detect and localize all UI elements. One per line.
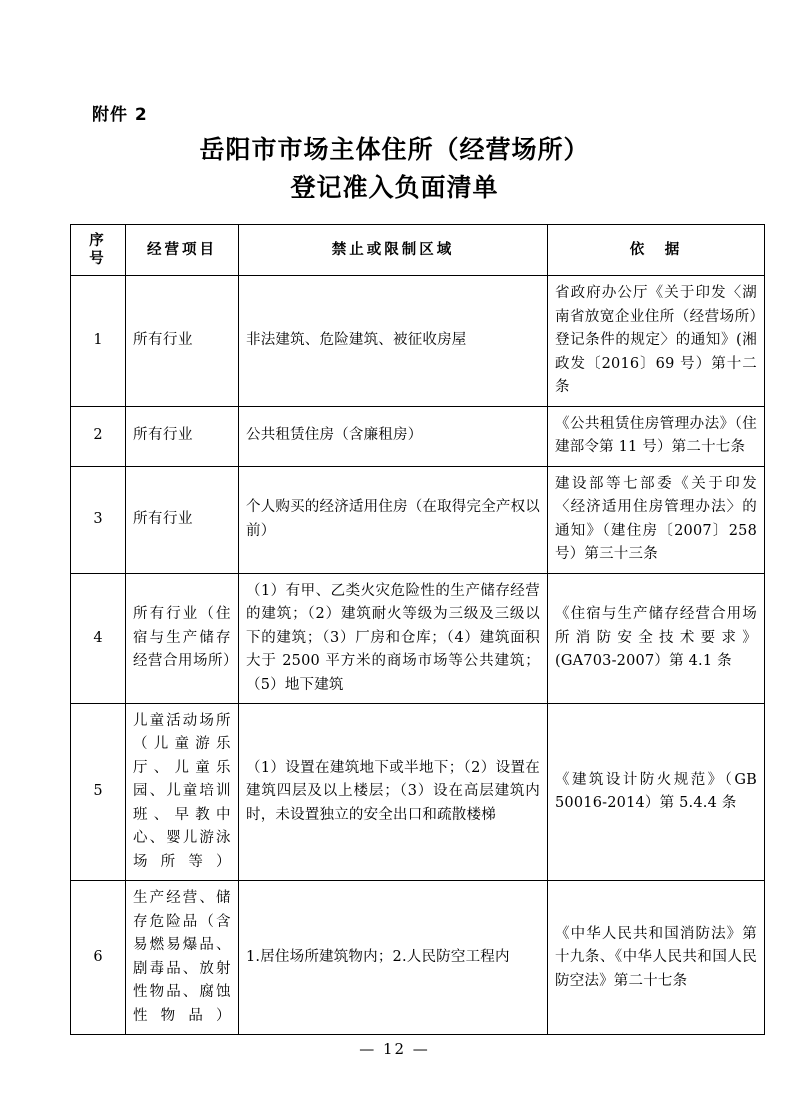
cell-no: 6 (71, 881, 126, 1035)
table-row (71, 573, 765, 703)
table-row (71, 704, 765, 881)
cell-item: 生产经营、储存危险品（含易燃易爆品、剧毒品、放射性物品、腐蚀性物品） (126, 881, 239, 1035)
cell-area: 个人购买的经济适用住房（在取得完全产权以前） (239, 466, 548, 573)
cell-item: 所有行业 (126, 466, 239, 573)
column-header-basis: 依 据 (548, 225, 765, 276)
cell-item: 所有行业 (126, 276, 239, 406)
column-header-item: 经营项目 (126, 225, 239, 276)
column-header-no (71, 225, 126, 276)
cell-item: 儿童活动场所（儿童游乐厅、儿童乐园、儿童培训班、早教中心、婴儿游泳场所等） (126, 704, 239, 881)
cell-basis: 《公共租赁住房管理办法》（住建部令第 11 号）第二十七条 (548, 406, 765, 466)
negative-list-table (70, 224, 765, 1035)
cell-item: 所有行业（住宿与生产储存经营合用场所） (126, 573, 239, 703)
cell-area: 公共租赁住房（含廉租房） (239, 406, 548, 466)
table-row (71, 276, 765, 406)
cell-no: 2 (71, 406, 126, 466)
cell-basis: 省政府办公厅《关于印发〈湖南省放宽企业住所（经营场所）登记条件的规定〉的通知》(湘政发〔2016〕69 号）第十二条 (548, 276, 765, 406)
table-header (71, 225, 765, 276)
cell-area: 非法建筑、危险建筑、被征收房屋 (239, 276, 548, 406)
cell-basis: 《中华人民共和国消防法》第十九条、《中华人民共和国人民防空法》第二十七条 (548, 881, 765, 1035)
cell-area: 1.居住场所建筑物内；2.人民防空工程内 (239, 881, 548, 1035)
cell-basis: 《住宿与生产储存经营合用场所消防安全技术要求》(GA703-2007）第 4.1 条 (548, 573, 765, 703)
cell-no: 3 (71, 466, 126, 573)
table-body (71, 276, 765, 1035)
cell-item: 所有行业 (126, 406, 239, 466)
cell-no: 5 (71, 704, 126, 881)
column-header-area: 禁止或限制区域 (239, 225, 548, 276)
cell-area: （1）设置在建筑地下或半地下；（2）设置在建筑四层及以上楼层；（3）设在高层建筑内时，未设置独立的安全出口和疏散楼梯 (239, 704, 548, 881)
cell-no: 1 (71, 276, 126, 406)
page-title (70, 131, 719, 206)
table-row (71, 406, 765, 466)
attachment-label: 附件 2 (92, 105, 148, 125)
page-title-line-2: 登记准入负面清单 (290, 172, 499, 202)
table-row (71, 466, 765, 573)
table-header-row (71, 225, 765, 276)
column-header-no-line-2: 号 (89, 250, 107, 268)
table-row (71, 881, 765, 1035)
cell-basis: 建设部等七部委《关于印发〈经济适用住房管理办法〉的通知》（建住房〔2007〕258 号）第三十三条 (548, 466, 765, 573)
cell-area: （1）有甲、乙类火灾危险性的生产储存经营的建筑；（2）建筑耐火等级为三级及三级以下的建筑；（3）厂房和仓库；（4）建筑面积大于 2500 平方米的商场市场等公共建筑；（5）地下建筑 (239, 573, 548, 703)
cell-basis: 《建筑设计防火规范》（GB 50016-2014）第 5.4.4 条 (548, 704, 765, 881)
page-number: — 12 — (359, 1040, 430, 1058)
cell-no: 4 (71, 573, 126, 703)
column-header-no-line-1: 序 (89, 232, 107, 249)
page-title-line-1: 岳阳市市场主体住所（经营场所） (199, 135, 590, 164)
